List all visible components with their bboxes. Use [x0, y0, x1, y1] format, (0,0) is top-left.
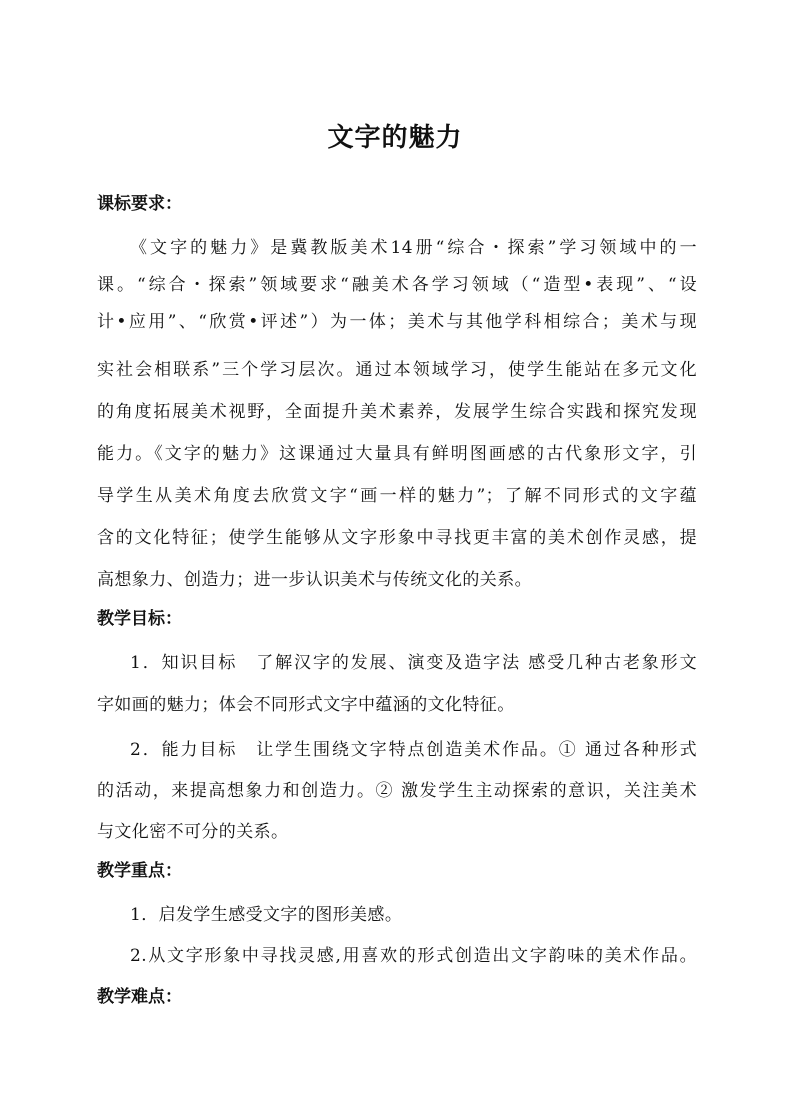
paragraph-line: 导学生从美术角度去欣赏文字“画一样的魅力”；了解不同形式的文字蕴: [97, 486, 697, 506]
paragraph-line: 与文化密不可分的关系。: [97, 822, 289, 842]
section-heading-objectives: 教学目标：: [97, 609, 182, 629]
paragraph-line: 《文字的魅力》是冀教版美术14册“综合・探索”学习领域中的一: [130, 238, 697, 258]
section-heading-key-points: 教学重点：: [97, 861, 182, 881]
section-heading-difficulties: 教学难点：: [97, 987, 182, 1007]
paragraph-line: 1．启发学生感受文字的图形美感。: [130, 905, 403, 925]
paragraph-line: 实社会相联系”三个学习层次。通过本领域学习，使学生能站在多元文化: [97, 360, 697, 380]
paragraph-line: 2．能力目标 让学生围绕文字特点创造美术作品。① 通过各种形式: [130, 740, 697, 760]
paragraph-line: 含的文化特征；使学生能够从文字形象中寻找更丰富的美术创作灵感，提: [97, 528, 697, 548]
paragraph-line: 课。“综合・探索”领域要求“融美术各学习领域（“造型•表现”、“设: [97, 275, 697, 295]
paragraph-line: 计•应用”、“欣赏•评述”）为一体；美术与其他学科相综合；美术与现: [97, 312, 697, 332]
paragraph-line: 字如画的魅力；体会不同形式文字中蕴涵的文化特征。: [97, 695, 515, 715]
paragraph-line: 的活动，来提高想象力和创造力。② 激发学生主动探索的意识，关注美术: [97, 781, 697, 801]
paragraph-line: 能力。《文字的魅力》这课通过大量具有鲜明图画感的古代象形文字，引: [97, 444, 697, 464]
paragraph-line: 的角度拓展美术视野，全面提升美术素养，发展学生综合实践和探究发现: [97, 402, 697, 422]
paragraph-line: 1．知识目标 了解汉字的发展、演变及造字法 感受几种古老象形文: [130, 653, 697, 673]
document-title: 文字的魅力: [327, 123, 463, 153]
paragraph-line: 高想象力、创造力；进一步认识美术与传统文化的关系。: [97, 570, 532, 590]
section-heading-curriculum: 课标要求：: [97, 194, 182, 214]
paragraph-line: 2.从文字形象中寻找灵感,用喜欢的形式创造出文字韵味的美术作品。: [130, 946, 697, 966]
